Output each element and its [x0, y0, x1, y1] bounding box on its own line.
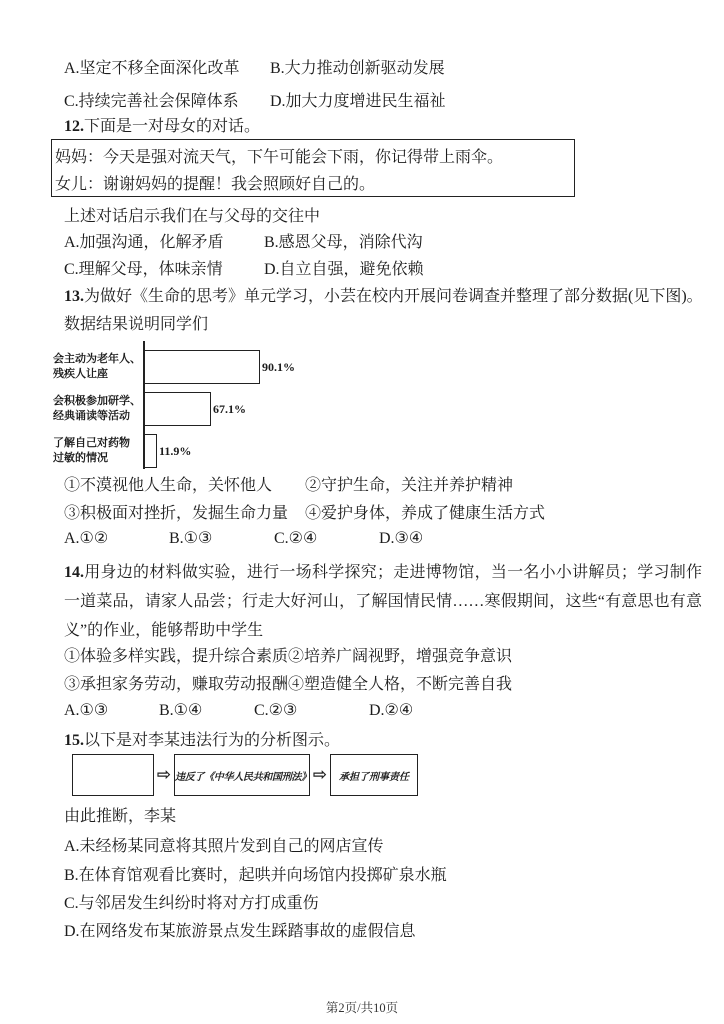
q13-answer-options — [64, 528, 423, 548]
q14-item-2: ②培养广阔视野，增强竞争意识 — [288, 648, 513, 665]
dialog-line-mother: 妈妈：今天是强对流天气，下午可能会下雨，你记得带上雨伞。 — [55, 149, 504, 166]
q11-option-d: D.加大力度增进民生福祉 — [270, 93, 446, 110]
q15-stem — [64, 727, 340, 750]
q13-item-3: ③积极面对挫折，发掘生命力量 — [64, 505, 289, 522]
q13-option-c: C.②④ — [274, 530, 318, 547]
q11-option-b: B.大力推动创新驱动发展 — [270, 60, 445, 77]
q14-items-row-1 — [64, 643, 512, 666]
survey-chart-rows — [53, 341, 473, 472]
q11-option-c: C.持续完善社会保障体系 — [64, 93, 239, 110]
q14-number: 14. — [64, 564, 84, 581]
q13-option-a: A.①② — [64, 530, 109, 547]
q15-flow-diagram — [72, 754, 418, 796]
q13-items-row-2 — [64, 500, 545, 523]
survey-bar-chart — [53, 341, 473, 471]
q12-option-d: D.自立自强，避免依赖 — [264, 261, 424, 278]
chart-value-label: 90.1% — [262, 359, 295, 374]
chart-category-label: 会主动为老年人、 残疾人让座 — [53, 353, 141, 380]
q15-option-a: A.未经杨某同意将其照片发到自己的网店宣传 — [64, 838, 384, 855]
q12-options-row-2 — [64, 256, 424, 279]
chart-bar-wrap — [143, 392, 246, 426]
q14-option-a: A.①③ — [64, 702, 109, 719]
q14-stem-text: 用身边的材料做实验，进行一场科学探究；走进博物馆，当一名小小讲解员；学习制作一道菜品，请家人品尝；行走大好河山，了解国情民情……寒假期间，这些“有意思也有意义”的作业，能够帮助中学生 — [64, 564, 702, 639]
arrow-right-icon: ⇨ — [312, 765, 328, 785]
chart-bar-wrap — [143, 434, 191, 468]
flow-box-law: 违反了《中华人民共和国刑法》 — [174, 754, 310, 796]
q12-option-b: B.感恩父母，消除代沟 — [264, 234, 423, 251]
chart-bar-row — [53, 388, 473, 430]
q14-item-3: ③承担家务劳动，赚取劳动报酬 — [64, 676, 289, 693]
dialog-line-daughter: 女儿：谢谢妈妈的提醒！我会照顾好自己的。 — [55, 176, 376, 193]
chart-bar-row — [53, 346, 473, 388]
q13-item-2: ②守护生命，关注并养护精神 — [305, 477, 514, 494]
q13-items-row-1 — [64, 472, 513, 495]
chart-bar — [143, 392, 211, 426]
arrow-right-icon: ⇨ — [156, 765, 172, 785]
q14-answer-options — [64, 700, 413, 720]
chart-value-label: 11.9% — [159, 443, 192, 458]
q12-options-row-1 — [64, 229, 423, 252]
q15-prompt: 由此推断，李某 — [64, 808, 177, 825]
flow-box-responsibility: 承担了刑事责任 — [330, 754, 418, 796]
q13-number: 13. — [64, 288, 84, 305]
flow-box-empty — [72, 754, 154, 796]
q12-stem-text: 下面是一对母女的对话。 — [84, 118, 261, 135]
q15-option-d: D.在网络发布某旅游景点发生踩踏事故的虚假信息 — [64, 923, 416, 940]
chart-bar — [143, 434, 157, 468]
chart-bar — [143, 350, 260, 384]
chart-bar-wrap — [143, 350, 295, 384]
q11-options-row-1 — [64, 55, 445, 78]
q14-item-1: ①体验多样实践，提升综合素质 — [64, 648, 289, 665]
q11-options-row-2 — [64, 88, 446, 111]
q12-number: 12. — [64, 118, 84, 135]
chart-category-label: 会积极参加研学、 经典诵读等活动 — [53, 395, 141, 422]
q13-item-4: ④爱护身体，养成了健康生活方式 — [305, 505, 546, 522]
q14-option-d: D.②④ — [369, 702, 414, 719]
q12-dialog-box — [51, 139, 575, 197]
q14-option-b: B.①④ — [159, 702, 203, 719]
q13-stem-line2: 数据结果说明同学们 — [64, 316, 209, 333]
q15-stem-text: 以下是对李某违法行为的分析图示。 — [84, 732, 341, 749]
q14-item-4: ④塑造健全人格，不断完善自我 — [288, 676, 513, 693]
q12-prompt: 上述对话启示我们在与父母的交往中 — [64, 208, 321, 225]
q13-stem — [64, 283, 703, 306]
q13-option-d: D.③④ — [379, 530, 424, 547]
q15-option-b: B.在体育馆观看比赛时，起哄并向场馆内投掷矿泉水瓶 — [64, 867, 447, 884]
q14-stem — [64, 558, 702, 645]
q11-option-a: A.坚定不移全面深化改革 — [64, 60, 240, 77]
q12-option-c: C.理解父母，体味亲情 — [64, 261, 223, 278]
q15-number: 15. — [64, 732, 84, 749]
page-number: 第2页/共10页 — [325, 1001, 399, 1015]
q13-item-1: ①不漠视他人生命，关怀他人 — [64, 477, 273, 494]
q14-items-row-2 — [64, 671, 512, 694]
q13-option-b: B.①③ — [169, 530, 213, 547]
q14-option-c: C.②③ — [254, 702, 298, 719]
q12-option-a: A.加强沟通，化解矛盾 — [64, 234, 224, 251]
chart-axis-line — [143, 341, 145, 469]
chart-category-label: 了解自己对药物 过敏的情况 — [53, 437, 130, 464]
q13-stem-text: 为做好《生命的思考》单元学习，小芸在校内开展问卷调查并整理了部分数据(见下图)。 — [84, 288, 703, 305]
chart-value-label: 67.1% — [213, 401, 246, 416]
chart-bar-row — [53, 430, 473, 472]
q15-option-c: C.与邻居发生纠纷时将对方打成重伤 — [64, 895, 319, 912]
q12-stem — [64, 113, 260, 136]
